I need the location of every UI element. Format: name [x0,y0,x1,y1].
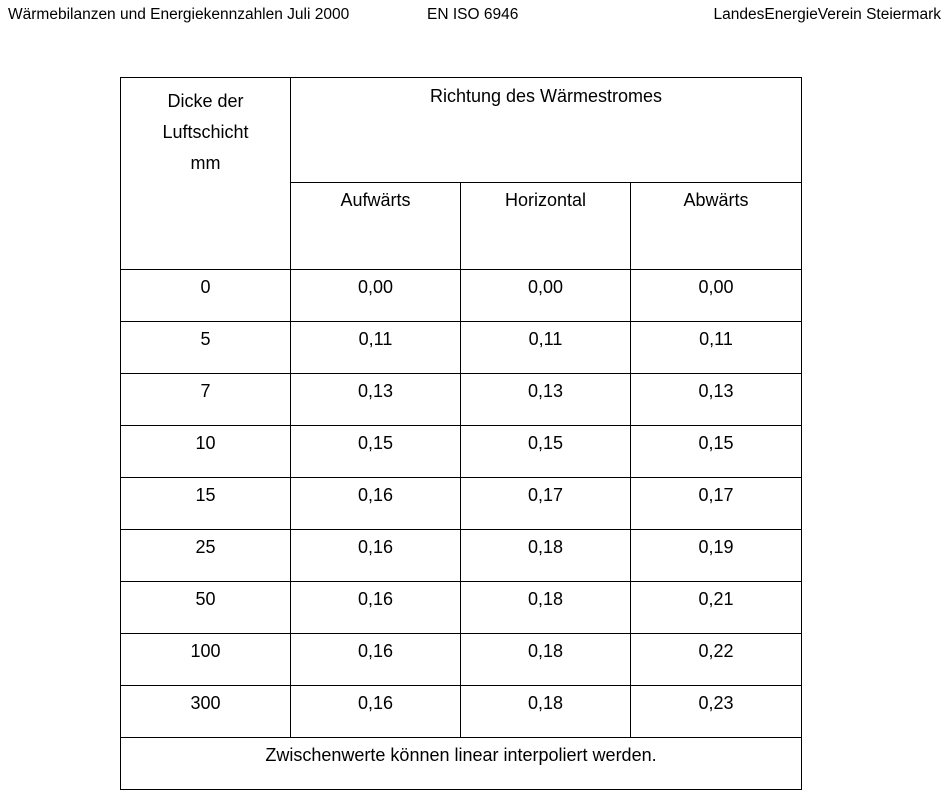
table-row [121,478,802,530]
value-cell: 0,16 [291,478,461,530]
value-cell: 0,18 [461,686,631,738]
value-cell: 0,23 [631,686,802,738]
thickness-cell: 10 [121,426,291,478]
direction-header-cell: Richtung des Wärmestromes [291,78,802,183]
value-cell: 0,16 [291,634,461,686]
header-organization: LandesEnergieVerein Steiermark [713,6,941,23]
value-cell: 0,15 [631,426,802,478]
value-cell: 0,11 [631,322,802,374]
value-cell: 0,13 [631,374,802,426]
value-cell: 0,16 [291,686,461,738]
table-row [121,322,802,374]
page-header [0,6,949,26]
thickness-cell: 300 [121,686,291,738]
thickness-cell: 15 [121,478,291,530]
value-cell: 0,16 [291,530,461,582]
table-row [121,426,802,478]
header-standard: EN ISO 6946 [427,6,519,23]
value-cell: 0,13 [461,374,631,426]
value-cell: 0,11 [461,322,631,374]
value-cell: 0,22 [631,634,802,686]
column-header-horizontal: Horizontal [461,183,631,270]
thickness-header-line: mm [190,153,221,173]
column-header-upward: Aufwärts [291,183,461,270]
thickness-header-cell [121,78,291,270]
table-footnote: Zwischenwerte können linear interpoliert werden. [121,738,802,790]
value-cell: 0,00 [461,270,631,322]
thickness-cell: 100 [121,634,291,686]
header-document-title: Wärmebilanzen und Energiekennzahlen Juli 2000 [8,6,350,23]
value-cell: 0,11 [291,322,461,374]
thickness-header-line: Luftschicht [162,122,249,142]
value-cell: 0,15 [291,426,461,478]
value-cell: 0,17 [461,478,631,530]
value-cell: 0,00 [291,270,461,322]
table-row [121,582,802,634]
column-header-downward: Abwärts [631,183,802,270]
thickness-cell: 7 [121,374,291,426]
value-cell: 0,18 [461,530,631,582]
value-cell: 0,19 [631,530,802,582]
table-row [121,530,802,582]
value-cell: 0,18 [461,634,631,686]
thickness-cell: 0 [121,270,291,322]
table-row [121,686,802,738]
thickness-cell: 25 [121,530,291,582]
value-cell: 0,15 [461,426,631,478]
table-row [121,374,802,426]
value-cell: 0,18 [461,582,631,634]
thickness-cell: 5 [121,322,291,374]
value-cell: 0,00 [631,270,802,322]
thickness-header-line: Dicke der [167,91,244,111]
value-cell: 0,21 [631,582,802,634]
table-row [121,270,802,322]
value-cell: 0,17 [631,478,802,530]
value-cell: 0,13 [291,374,461,426]
thermal-resistance-table [120,77,802,790]
value-cell: 0,16 [291,582,461,634]
thickness-cell: 50 [121,582,291,634]
footnote-row [121,738,802,790]
table-row [121,634,802,686]
